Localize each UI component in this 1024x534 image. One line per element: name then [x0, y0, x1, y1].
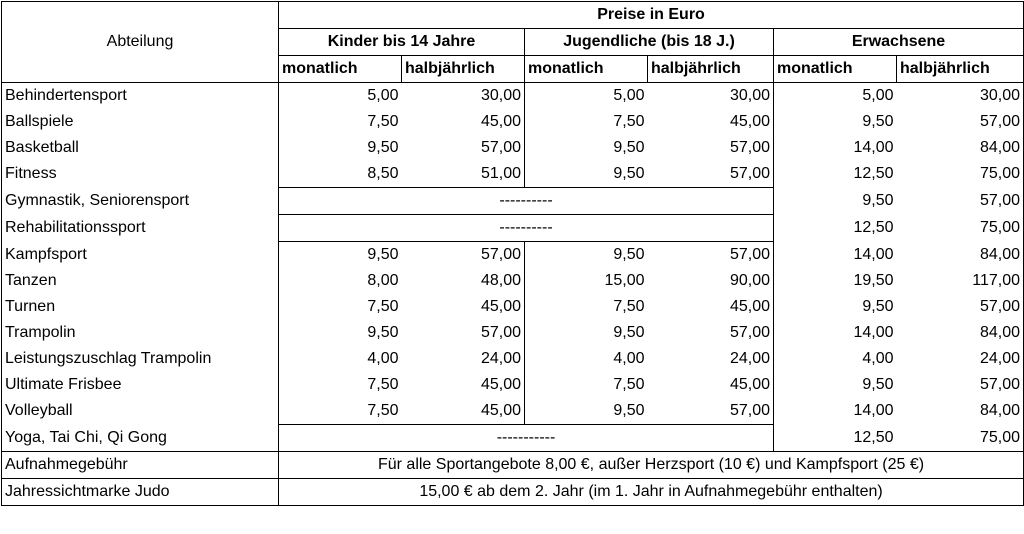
- price-cell: 57,00: [648, 161, 774, 188]
- row-label: Ultimate Frisbee: [2, 372, 279, 398]
- price-cell: 90,00: [648, 268, 774, 294]
- row-label: Kampfsport: [2, 242, 279, 269]
- table-row: [2, 109, 1024, 135]
- table-row: [2, 83, 1024, 110]
- price-cell: 45,00: [648, 109, 774, 135]
- price-cell: 8,50: [279, 161, 402, 188]
- price-cell: 7,50: [279, 398, 402, 425]
- price-cell: 9,50: [279, 320, 402, 346]
- price-cell: 24,00: [402, 346, 525, 372]
- price-cell: 57,00: [402, 320, 525, 346]
- price-cell: 12,50: [774, 425, 897, 452]
- table-row: [2, 346, 1024, 372]
- sub-header: monatlich: [774, 56, 897, 83]
- row-label: Trampolin: [2, 320, 279, 346]
- group-erwachsene: Erwachsene: [774, 29, 1024, 56]
- price-cell: 7,50: [525, 372, 648, 398]
- price-cell: 51,00: [402, 161, 525, 188]
- group-jugendliche: Jugendliche (bis 18 J.): [525, 29, 774, 56]
- footer-label: Jahressichtmarke Judo: [2, 479, 279, 506]
- price-cell: 57,00: [402, 135, 525, 161]
- price-cell: 5,00: [774, 83, 897, 110]
- sub-header: monatlich: [525, 56, 648, 83]
- price-cell: 117,00: [897, 268, 1024, 294]
- row-label: Leistungszuschlag Trampolin: [2, 346, 279, 372]
- table-row: [2, 188, 1024, 215]
- price-cell: 9,50: [525, 320, 648, 346]
- price-cell: 7,50: [279, 109, 402, 135]
- row-label: Tanzen: [2, 268, 279, 294]
- price-cell: 9,50: [774, 109, 897, 135]
- price-cell: 75,00: [897, 215, 1024, 242]
- sub-header: halbjährlich: [402, 56, 525, 83]
- price-cell: 45,00: [648, 372, 774, 398]
- price-cell: 9,50: [525, 161, 648, 188]
- price-cell: 57,00: [648, 320, 774, 346]
- table-row: [2, 320, 1024, 346]
- price-cell: 12,50: [774, 215, 897, 242]
- table-row: [2, 425, 1024, 452]
- price-cell: 24,00: [897, 346, 1024, 372]
- preise-header: Preise in Euro: [279, 2, 1024, 29]
- price-cell: 5,00: [279, 83, 402, 110]
- footer-text: Für alle Sportangebote 8,00 €, außer Herzsport (10 €) und Kampfsport (25 €): [279, 452, 1024, 479]
- price-cell: 84,00: [897, 320, 1024, 346]
- table-row: [2, 268, 1024, 294]
- price-cell: 19,50: [774, 268, 897, 294]
- price-cell: 15,00: [525, 268, 648, 294]
- price-cell: 45,00: [402, 398, 525, 425]
- row-label: Fitness: [2, 161, 279, 188]
- row-label: Basketball: [2, 135, 279, 161]
- price-cell: 8,00: [279, 268, 402, 294]
- price-cell: 7,50: [525, 109, 648, 135]
- price-cell: 14,00: [774, 398, 897, 425]
- row-label: Volleyball: [2, 398, 279, 425]
- price-cell: 7,50: [279, 372, 402, 398]
- price-cell: 14,00: [774, 135, 897, 161]
- row-label: Ballspiele: [2, 109, 279, 135]
- table-row: [2, 215, 1024, 242]
- header-row-1: [2, 2, 1024, 29]
- price-cell: 9,50: [279, 135, 402, 161]
- price-cell: 57,00: [648, 242, 774, 269]
- price-cell: 9,50: [525, 135, 648, 161]
- no-offer-dash: ----------: [279, 188, 774, 215]
- price-cell: 9,50: [279, 242, 402, 269]
- price-cell: 84,00: [897, 135, 1024, 161]
- price-cell: 7,50: [525, 294, 648, 320]
- price-cell: 84,00: [897, 242, 1024, 269]
- price-cell: 57,00: [897, 372, 1024, 398]
- footer-text: 15,00 € ab dem 2. Jahr (im 1. Jahr in Aufnahmegebühr enthalten): [279, 479, 1024, 506]
- price-cell: 9,50: [525, 398, 648, 425]
- price-cell: 4,00: [774, 346, 897, 372]
- price-cell: 57,00: [402, 242, 525, 269]
- price-cell: 9,50: [774, 294, 897, 320]
- price-cell: 45,00: [648, 294, 774, 320]
- sub-header: halbjährlich: [648, 56, 774, 83]
- row-label: Yoga, Tai Chi, Qi Gong: [2, 425, 279, 452]
- table-row: [2, 372, 1024, 398]
- price-cell: 5,00: [525, 83, 648, 110]
- price-cell: 45,00: [402, 294, 525, 320]
- price-cell: 75,00: [897, 161, 1024, 188]
- price-cell: 14,00: [774, 242, 897, 269]
- no-offer-dash: -----------: [279, 425, 774, 452]
- price-cell: 84,00: [897, 398, 1024, 425]
- footer-label: Aufnahmegebühr: [2, 452, 279, 479]
- row-label: Behindertensport: [2, 83, 279, 110]
- footer-row: [2, 452, 1024, 479]
- price-cell: 57,00: [897, 188, 1024, 215]
- price-cell: 14,00: [774, 320, 897, 346]
- price-cell: 48,00: [402, 268, 525, 294]
- price-cell: 45,00: [402, 372, 525, 398]
- row-label: Rehabilitationssport: [2, 215, 279, 242]
- price-cell: 7,50: [279, 294, 402, 320]
- price-table: [1, 1, 1024, 506]
- table-row: [2, 161, 1024, 188]
- price-cell: 57,00: [897, 294, 1024, 320]
- row-label: Turnen: [2, 294, 279, 320]
- price-cell: 57,00: [648, 135, 774, 161]
- price-cell: 30,00: [897, 83, 1024, 110]
- price-cell: 75,00: [897, 425, 1024, 452]
- table-row: [2, 294, 1024, 320]
- group-kinder: Kinder bis 14 Jahre: [279, 29, 525, 56]
- table-row: [2, 135, 1024, 161]
- price-cell: 30,00: [402, 83, 525, 110]
- price-cell: 24,00: [648, 346, 774, 372]
- price-cell: 9,50: [525, 242, 648, 269]
- price-cell: 9,50: [774, 372, 897, 398]
- price-cell: 30,00: [648, 83, 774, 110]
- price-cell: 4,00: [279, 346, 402, 372]
- price-cell: 57,00: [648, 398, 774, 425]
- footer-row: [2, 479, 1024, 506]
- sub-header: monatlich: [279, 56, 402, 83]
- table-row: [2, 242, 1024, 269]
- no-offer-dash: ----------: [279, 215, 774, 242]
- row-label: Gymnastik, Seniorensport: [2, 188, 279, 215]
- price-cell: 45,00: [402, 109, 525, 135]
- abteilung-header: Abteilung: [2, 2, 279, 83]
- price-cell: 4,00: [525, 346, 648, 372]
- price-cell: 12,50: [774, 161, 897, 188]
- price-cell: 9,50: [774, 188, 897, 215]
- sub-header: halbjährlich: [897, 56, 1024, 83]
- table-row: [2, 398, 1024, 425]
- price-cell: 57,00: [897, 109, 1024, 135]
